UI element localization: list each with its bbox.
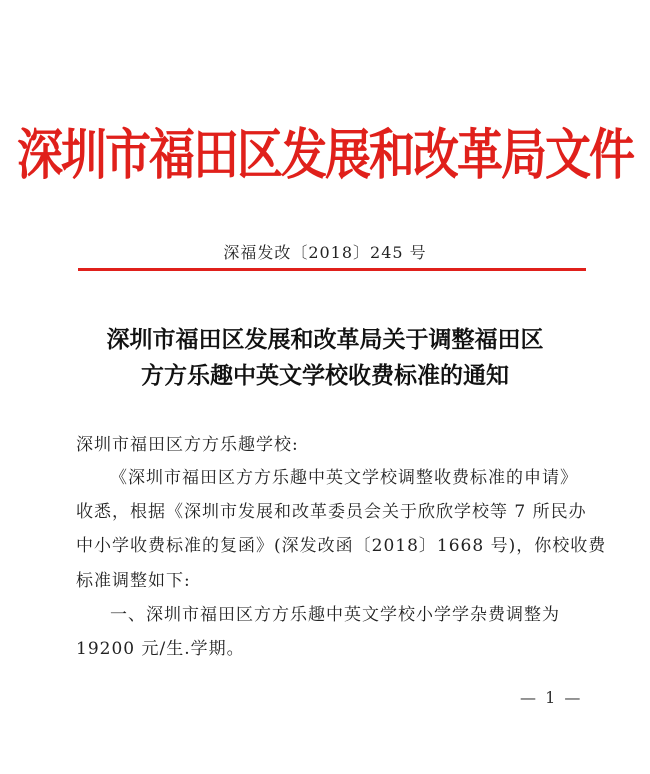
paragraph-1-line-1: 《深圳市福田区方方乐趣中英文学校调整收费标准的申请》 xyxy=(110,468,578,488)
notice-title xyxy=(0,322,650,394)
paragraph-1-line-2: 收悉，根据《深圳市发展和改革委员会关于欣欣学校等 7 所民办 xyxy=(76,502,587,522)
notice-title-line-1: 深圳市福田区发展和改革局关于调整福田区 xyxy=(106,326,544,353)
paragraph-1-line-3: 中小学收费标准的复函》(深发改函〔2018〕1668 号)，你校收费 xyxy=(76,536,607,556)
salutation: 深圳市福田区方方乐趣学校: xyxy=(76,435,299,455)
item-1-line-2: 19200 元/生.学期。 xyxy=(76,639,245,659)
document-header-title: 深圳市福田区发展和改革局文件 xyxy=(17,122,633,187)
paragraph-1-line-4: 标准调整如下: xyxy=(76,571,191,591)
red-divider-line xyxy=(78,268,586,271)
page-number: — 1 — xyxy=(520,688,583,707)
item-1-line-1: 一、深圳市福田区方方乐趣中英文学校小学学杂费调整为 xyxy=(110,605,560,625)
document-number: 深福发改〔2018〕245 号 xyxy=(223,243,427,262)
notice-title-line-2: 方方乐趣中英文学校收费标准的通知 xyxy=(141,362,509,389)
